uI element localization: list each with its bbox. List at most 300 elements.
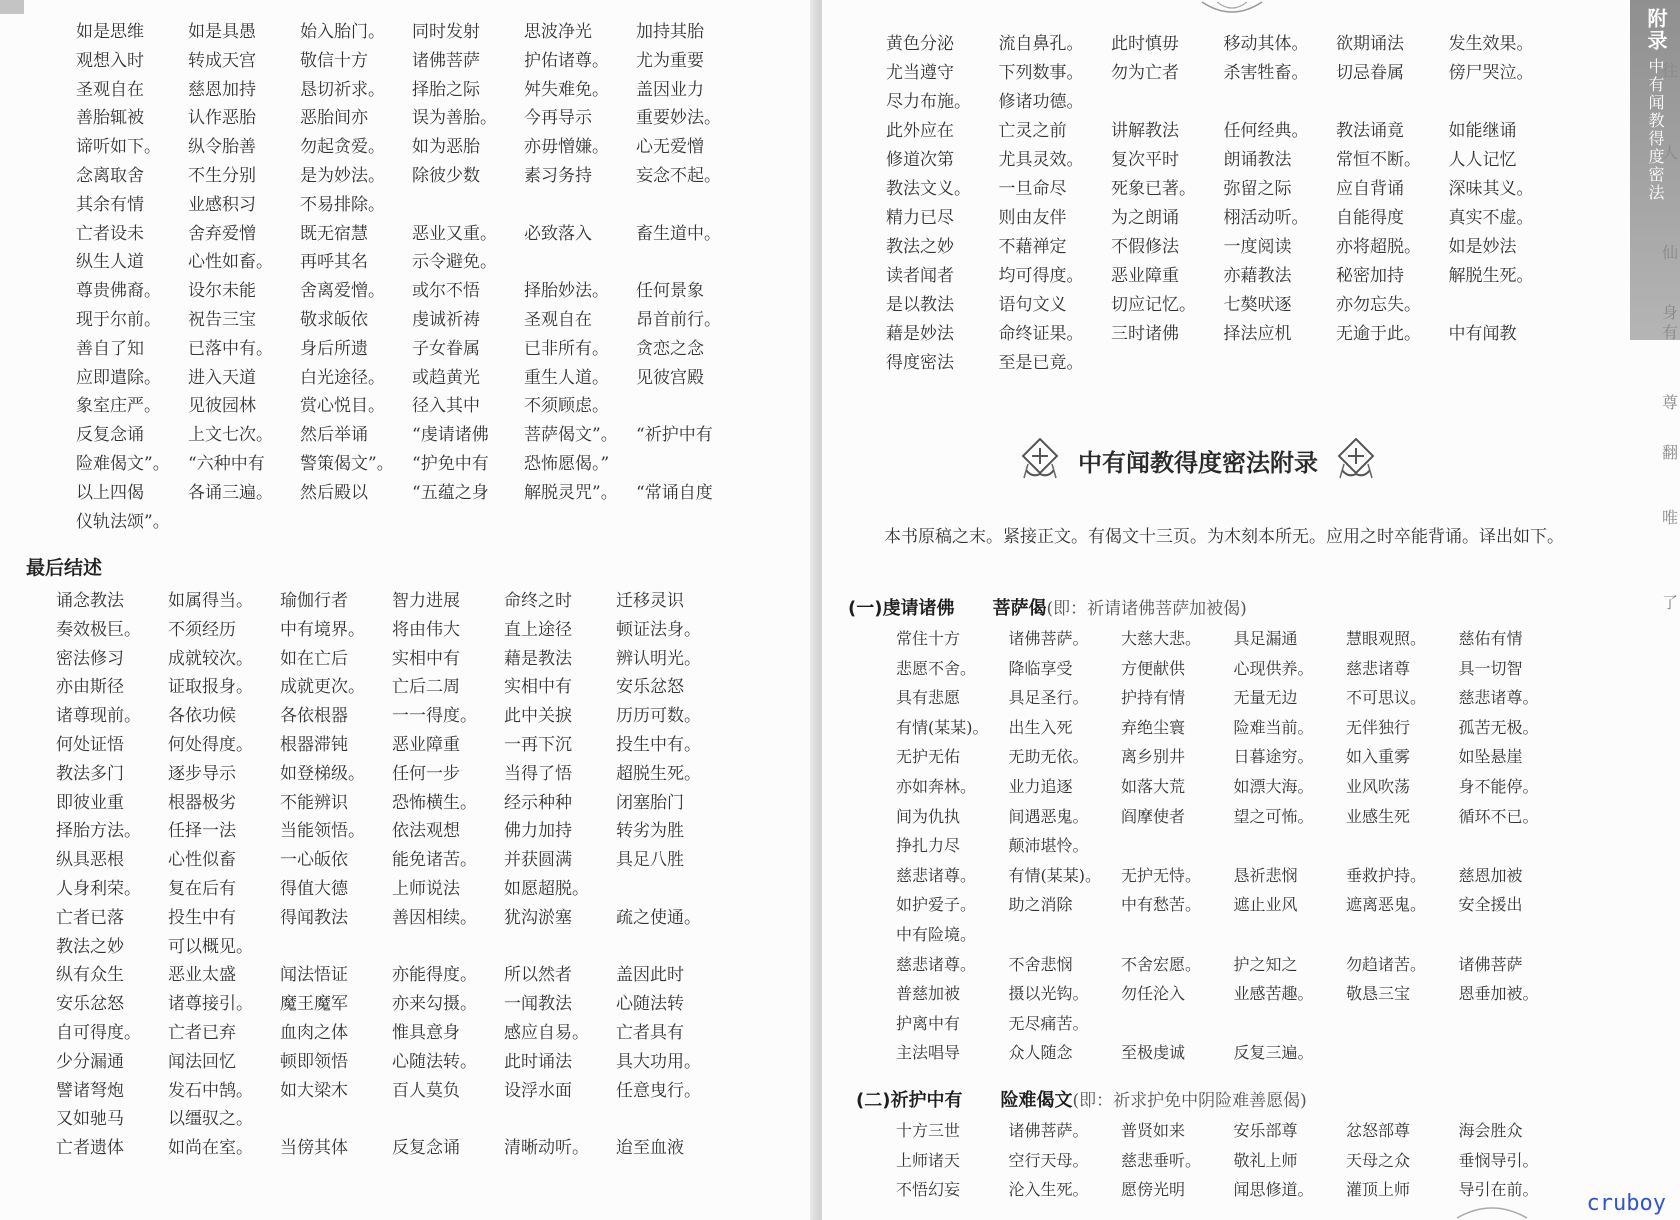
verse-phrase: 无量无边 xyxy=(1233,688,1298,708)
verse-phrase: 发生效果。 xyxy=(1448,34,1534,54)
verse-phrase: 诸佛菩萨 xyxy=(412,50,480,71)
verse-phrase: 无护无佑 xyxy=(896,747,961,767)
verse-phrase: 今再导示 xyxy=(524,108,592,129)
verse-phrase: 又如驰马 xyxy=(56,1109,124,1130)
verse-phrase: 子女眷属 xyxy=(412,338,480,359)
left-page xyxy=(0,0,818,1220)
verse-phrase: 安乐忿怒 xyxy=(56,994,124,1015)
verse-phrase: 当得了悟 xyxy=(504,763,572,784)
verse-phrase: 恶胎间亦 xyxy=(300,108,368,129)
verse-phrase: 敬求皈依 xyxy=(300,309,368,330)
verse-phrase: 勿起贪爱。 xyxy=(300,137,385,158)
edge-bleed-char: 尊 xyxy=(1662,393,1679,412)
verse-phrase: 语句文义 xyxy=(998,295,1067,315)
verse-phrase: 移动其体。 xyxy=(1223,34,1309,54)
prayer-line xyxy=(896,950,1571,980)
verse-line xyxy=(76,191,748,220)
verse-phrase: 无尽痛苦。 xyxy=(1008,1013,1089,1033)
verse-phrase: 挣扎力尽 xyxy=(896,836,961,856)
verse-phrase: 根器极劣 xyxy=(168,792,236,813)
verse-phrase: 教法之妙 xyxy=(56,936,124,957)
verse-phrase: 垂悯导引。 xyxy=(1458,1150,1539,1170)
verse-phrase: 具一切智 xyxy=(1458,658,1523,678)
verse-phrase: 圣观自在 xyxy=(76,79,144,100)
verse-phrase: 不须经历 xyxy=(168,619,236,640)
verse-phrase: 如坠悬崖 xyxy=(1458,747,1523,767)
verse-phrase: 误为善胎。 xyxy=(412,108,497,129)
verse-phrase: 恩垂加被。 xyxy=(1458,984,1539,1004)
verse-phrase: 勿为亡者 xyxy=(1111,63,1179,83)
prayer-line xyxy=(896,742,1571,772)
verse-phrase: 任何经典。 xyxy=(1223,121,1309,141)
verse-phrase: 教法诵竟 xyxy=(1336,121,1404,141)
verse-block-prayer-1 xyxy=(896,624,1571,1068)
verse-phrase: 慧眼观照。 xyxy=(1346,629,1427,648)
verse-phrase: 尤具灵效。 xyxy=(998,150,1084,170)
verse-phrase: 教法文义。 xyxy=(886,179,971,199)
verse-phrase: 真实不虚。 xyxy=(1448,208,1534,228)
verse-phrase: 身不能停。 xyxy=(1458,776,1539,796)
verse-phrase: 上文七次。 xyxy=(188,425,273,446)
verse-phrase: 能免诸苦。 xyxy=(392,850,477,871)
verse-phrase: 恐怖横生。 xyxy=(392,792,477,813)
prayer-line xyxy=(896,654,1571,684)
verse-phrase: 恶业障重 xyxy=(1111,266,1179,286)
verse-phrase: 将由伟大 xyxy=(392,619,460,640)
prayer-line xyxy=(896,683,1571,713)
verse-block-left-top xyxy=(76,18,748,536)
prayer-line xyxy=(896,890,1571,920)
verse-phrase: 尊贵佛裔。 xyxy=(76,281,161,302)
endless-knot-icon xyxy=(1018,438,1062,482)
appendix-title xyxy=(1018,438,1378,482)
verse-phrase: 择胎妙法。 xyxy=(524,281,609,302)
verse-phrase: 昂首前行。 xyxy=(636,309,721,330)
edge-bleed-char: 有 xyxy=(1662,323,1679,342)
verse-phrase: 然后举诵 xyxy=(300,425,368,446)
verse-phrase: 然后殿以 xyxy=(300,482,368,503)
verse-phrase: 望之可怖。 xyxy=(1233,806,1314,826)
verse-phrase: 任何一步 xyxy=(392,763,460,784)
verse-phrase: 直上途径 xyxy=(504,619,572,640)
verse-phrase: 黄色分泌 xyxy=(886,34,954,54)
verse-phrase: 疏之使通。 xyxy=(616,907,701,928)
verse-line xyxy=(76,450,748,479)
verse-phrase: 各诵三遍。 xyxy=(188,482,273,503)
verse-phrase: 或趋黄光 xyxy=(412,367,480,388)
verse-phrase: 赏心悦目。 xyxy=(300,396,385,417)
verse-phrase: 自可得度。 xyxy=(56,1022,141,1043)
verse-phrase: 依法观想 xyxy=(392,821,460,842)
verse-phrase: 实相中有 xyxy=(392,648,460,669)
verse-phrase: 忿怒部尊 xyxy=(1346,1121,1411,1140)
verse-phrase: 何处证悟 xyxy=(56,734,124,755)
verse-line xyxy=(886,320,1561,349)
verse-phrase: 自能得度 xyxy=(1336,208,1404,228)
verse-phrase: 傍尸哭泣。 xyxy=(1448,63,1534,83)
verse-phrase: 解脱生死。 xyxy=(1448,266,1534,286)
verse-phrase: 闻法悟证 xyxy=(280,965,348,986)
verse-phrase: 证取报身。 xyxy=(168,677,253,698)
verse-phrase: “常诵自度 xyxy=(636,482,713,503)
verse-line xyxy=(76,479,748,508)
verse-phrase: 惟具意身 xyxy=(392,1022,460,1043)
verse-phrase: 人人记忆 xyxy=(1448,150,1517,170)
subsection-heading-1 xyxy=(848,594,1247,620)
verse-phrase: 不舍悲悯 xyxy=(1008,954,1073,974)
verse-phrase: 降临享受 xyxy=(1008,658,1073,678)
subsection-number: (一) xyxy=(848,598,883,619)
verse-phrase: 亦能得度。 xyxy=(392,965,477,986)
verse-phrase: 见彼宫殿 xyxy=(636,367,704,388)
verse-phrase: 灌顶上师 xyxy=(1346,1180,1411,1200)
verse-line xyxy=(56,1105,728,1134)
verse-phrase: 杀害牲畜。 xyxy=(1223,63,1309,83)
verse-phrase: 成就更次。 xyxy=(280,677,365,698)
verse-phrase: 诵念教法 xyxy=(56,591,124,611)
verse-phrase: 此时诵法 xyxy=(504,1051,572,1072)
verse-line xyxy=(56,789,728,818)
verse-phrase: 得度密法 xyxy=(886,353,954,373)
verse-phrase: 辨认明光。 xyxy=(616,648,701,669)
verse-phrase: 遮离恶鬼。 xyxy=(1346,895,1427,915)
edge-bleed-char: 仙 xyxy=(1662,243,1679,262)
verse-phrase: 垂救护持。 xyxy=(1346,865,1427,885)
verse-phrase: 至是已竟。 xyxy=(998,353,1084,373)
prayer-line xyxy=(896,713,1571,743)
verse-phrase: 流自鼻孔。 xyxy=(998,34,1084,54)
verse-phrase: 孤苦无极。 xyxy=(1458,717,1539,737)
verse-phrase: 循环不已。 xyxy=(1458,806,1539,826)
verse-phrase: 亦毋憎嫌。 xyxy=(524,137,609,158)
verse-phrase: 历历可数。 xyxy=(616,706,701,727)
verse-phrase: 是以教法 xyxy=(886,295,954,315)
verse-phrase: 方便献供 xyxy=(1121,658,1186,678)
verse-line xyxy=(886,233,1561,262)
subsection-note: (即：祈求护免中阴险难善愿偈) xyxy=(1072,1091,1307,1111)
verse-phrase: 安全援出 xyxy=(1458,895,1523,915)
verse-line xyxy=(56,731,728,760)
verse-phrase: 见彼园林 xyxy=(188,396,256,417)
verse-phrase: 如大梁木 xyxy=(280,1080,348,1101)
verse-phrase: 教法之妙 xyxy=(886,237,954,257)
verse-phrase: 如能继诵 xyxy=(1448,121,1517,141)
verse-phrase: 妄念不起。 xyxy=(636,165,721,186)
verse-line xyxy=(886,30,1561,59)
verse-phrase: 如是妙法 xyxy=(1448,237,1517,257)
subsection-heading-2 xyxy=(856,1086,1307,1112)
verse-phrase: 慈悲诸尊。 xyxy=(1458,688,1539,708)
verse-phrase: 欲期诵法 xyxy=(1336,34,1404,54)
verse-phrase: 虔诚祈祷 xyxy=(412,309,480,330)
verse-line xyxy=(76,104,748,133)
verse-phrase: 秘密加持 xyxy=(1336,266,1404,286)
verse-phrase: 亦来勾摄。 xyxy=(392,994,477,1015)
verse-phrase: 譬诸弩炮 xyxy=(56,1080,124,1101)
verse-phrase: 出生入死 xyxy=(1008,717,1073,737)
verse-phrase: 业感苦趣。 xyxy=(1233,984,1314,1004)
appendix-side-tab xyxy=(1630,0,1680,340)
verse-phrase: 成就较次。 xyxy=(168,648,253,669)
verse-phrase: 菩萨偈文”。 xyxy=(524,425,618,446)
verse-phrase: 具足八胜 xyxy=(616,850,684,871)
verse-phrase: 如落大荒 xyxy=(1121,776,1186,796)
verse-phrase: 一心皈依 xyxy=(280,850,348,871)
verse-block-left-bottom xyxy=(56,587,728,1163)
prayer-line xyxy=(896,1116,1571,1146)
prayer-line xyxy=(896,624,1571,654)
scanner-watermark: cruboy xyxy=(1586,1191,1666,1216)
verse-phrase: 择法应机 xyxy=(1223,324,1292,344)
verse-phrase: 亡者设未 xyxy=(76,223,144,244)
verse-phrase: 如为恶胎 xyxy=(412,137,480,158)
verse-phrase: 大慈大悲。 xyxy=(1121,629,1202,648)
side-tab-subtitle: 中有闻教得度密法 xyxy=(1646,58,1665,202)
verse-phrase: 投生中有 xyxy=(168,907,236,928)
verse-line xyxy=(886,262,1561,291)
verse-phrase: 所以然者 xyxy=(504,965,572,986)
top-ornament-icon xyxy=(1182,0,1282,20)
verse-phrase: 发石中鹄。 xyxy=(168,1080,253,1101)
verse-phrase: 如属得当。 xyxy=(168,591,253,611)
verse-phrase: 勿趋诸苦。 xyxy=(1346,954,1427,974)
verse-phrase: 无逾于此。 xyxy=(1336,324,1421,344)
verse-phrase: 阎摩使者 xyxy=(1121,806,1186,826)
verse-phrase: 纵有众生 xyxy=(56,965,124,986)
verse-phrase: 藉是妙法 xyxy=(886,324,954,344)
verse-phrase: 如愿超脱。 xyxy=(504,878,589,899)
verse-phrase: 慈悲诸尊。 xyxy=(896,865,977,885)
verse-phrase: 如护爱子。 xyxy=(896,895,977,915)
verse-phrase: 弃绝尘寰 xyxy=(1121,717,1186,737)
verse-line xyxy=(886,291,1561,320)
verse-phrase: 人身利荣。 xyxy=(56,878,141,899)
verse-phrase: 清晰动听。 xyxy=(504,1138,589,1159)
verse-phrase: 如登梯级。 xyxy=(280,763,365,784)
verse-phrase: 具大功用。 xyxy=(616,1051,701,1072)
verse-phrase: 常恒不断。 xyxy=(1336,150,1421,170)
section-heading-final-summary: 最后结述 xyxy=(26,557,103,579)
verse-phrase: 死象已著。 xyxy=(1111,179,1196,199)
verse-phrase: 并获圆满 xyxy=(504,850,572,871)
verse-phrase: 普慈加被 xyxy=(896,984,961,1004)
verse-phrase: 择胎方法。 xyxy=(56,821,141,842)
verse-phrase: 实相中有 xyxy=(504,677,572,698)
verse-phrase: “护免中有 xyxy=(412,453,489,474)
verse-phrase: 栩活动听。 xyxy=(1223,208,1309,228)
verse-phrase: 心现供养。 xyxy=(1233,658,1314,678)
verse-phrase: 不藉禅定 xyxy=(998,237,1067,257)
verse-line xyxy=(76,76,748,105)
verse-phrase: 如是具愚 xyxy=(188,22,256,42)
verse-phrase: 迁移灵识 xyxy=(616,591,684,611)
verse-line xyxy=(56,702,728,731)
verse-phrase: 修诸功德。 xyxy=(998,92,1084,112)
verse-phrase: 舍弃爱憎 xyxy=(188,223,256,244)
verse-phrase: 百人莫负 xyxy=(392,1080,460,1101)
verse-phrase: 有情(某某)。 xyxy=(896,717,989,737)
verse-phrase: 尤为重要 xyxy=(636,50,704,71)
verse-phrase: 魔王魔军 xyxy=(280,994,348,1015)
verse-phrase: 既无宿慧 xyxy=(300,223,368,244)
verse-phrase: 重生人道。 xyxy=(524,367,609,388)
verse-phrase: 加持其胎 xyxy=(636,22,704,42)
subsection-number: (二) xyxy=(856,1090,891,1111)
verse-line xyxy=(76,364,748,393)
verse-phrase: 恶业障重 xyxy=(392,734,460,755)
verse-phrase: 如是思维 xyxy=(76,22,144,42)
verse-phrase: 则由友伴 xyxy=(998,208,1067,228)
verse-phrase: 如尚在室。 xyxy=(168,1138,253,1159)
edge-bleed-char: 人 xyxy=(1662,143,1679,162)
verse-phrase: 已落中有。 xyxy=(188,338,273,359)
verse-phrase: 具足漏通 xyxy=(1233,629,1298,648)
appendix-title-text: 中有闻教得度密法附录 xyxy=(1078,448,1318,477)
verse-phrase: 祝告三宝 xyxy=(188,309,256,330)
verse-phrase: 反复念诵 xyxy=(392,1138,460,1159)
verse-phrase: 迨至血液 xyxy=(616,1138,684,1159)
verse-phrase: 贪恋之念 xyxy=(636,338,704,359)
verse-phrase: 慈悲垂听。 xyxy=(1121,1150,1202,1170)
verse-phrase: 现于尔前。 xyxy=(76,309,161,330)
verse-phrase: 转劣为胜 xyxy=(616,821,684,842)
verse-phrase: 安乐部尊 xyxy=(1233,1121,1298,1140)
verse-phrase: 一旦命尽 xyxy=(998,179,1067,199)
verse-phrase: 日暮途穷。 xyxy=(1233,747,1314,767)
verse-phrase: 诸尊接引。 xyxy=(168,994,253,1015)
verse-phrase: 勿任沦入 xyxy=(1121,984,1186,1004)
verse-phrase: 至极虔诚 xyxy=(1121,1043,1186,1063)
verse-phrase: 一再下沉 xyxy=(504,734,572,755)
verse-phrase: 投生中有。 xyxy=(616,734,701,755)
verse-phrase: 各依功候 xyxy=(168,706,236,727)
verse-phrase: 愿傍光明 xyxy=(1121,1180,1186,1200)
verse-phrase: 护佑诸尊。 xyxy=(524,50,609,71)
verse-phrase: 设尔未能 xyxy=(188,281,256,302)
verse-phrase: 亡灵之前 xyxy=(998,121,1067,141)
verse-phrase: 敬信十方 xyxy=(300,50,368,71)
verse-phrase: 逐步导示 xyxy=(168,763,236,784)
verse-phrase: 可以概见。 xyxy=(168,936,253,957)
verse-phrase: 间遇恶鬼。 xyxy=(1008,806,1089,826)
verse-phrase: 普贤如来 xyxy=(1121,1121,1186,1140)
verse-phrase: 上师说法 xyxy=(392,878,460,899)
verse-phrase: 闭塞胎门 xyxy=(616,792,684,813)
verse-phrase: 纵生人道 xyxy=(76,252,144,273)
verse-phrase: 恶业又重。 xyxy=(412,223,497,244)
verse-phrase: 亦如奔林。 xyxy=(896,776,977,796)
verse-phrase: 心随法转。 xyxy=(392,1051,477,1072)
verse-phrase: 颠沛堪怜。 xyxy=(1008,836,1089,856)
verse-line xyxy=(56,1019,728,1048)
verse-phrase: 当傍其体 xyxy=(280,1138,348,1159)
verse-phrase: 无护无恃。 xyxy=(1121,865,1202,885)
verse-phrase: “六种中有 xyxy=(188,453,265,474)
verse-phrase: 下列数事。 xyxy=(998,63,1084,83)
verse-phrase: 应自背诵 xyxy=(1336,179,1404,199)
verse-phrase: 血肉之体 xyxy=(280,1022,348,1043)
verse-phrase: 进入天道 xyxy=(188,367,256,388)
verse-phrase: 是为妙法。 xyxy=(300,165,385,186)
verse-phrase: 已非所有。 xyxy=(524,338,609,359)
verse-line xyxy=(56,587,728,616)
verse-line xyxy=(76,47,748,76)
verse-phrase: 佛力加持 xyxy=(504,821,572,842)
verse-phrase: 犹沟淤塞 xyxy=(504,907,572,928)
verse-phrase: 无助无依。 xyxy=(1008,747,1089,767)
verse-phrase: 修道次第 xyxy=(886,150,954,170)
verse-phrase: 沦入生死。 xyxy=(1008,1180,1089,1200)
verse-phrase: 以缰驭之。 xyxy=(168,1109,253,1130)
verse-phrase: 即彼业重 xyxy=(56,792,124,813)
verse-phrase: 护之知之 xyxy=(1233,954,1298,974)
verse-line xyxy=(76,277,748,306)
prayer-line xyxy=(896,861,1571,891)
verse-phrase: 安乐忿怒 xyxy=(616,677,684,698)
verse-phrase: 各依根器 xyxy=(280,706,348,727)
verse-phrase: 当能领悟。 xyxy=(280,821,365,842)
verse-line xyxy=(886,349,1561,378)
verse-line xyxy=(56,904,728,933)
verse-phrase: 密法修习 xyxy=(56,648,124,669)
prayer-line xyxy=(896,1009,1571,1039)
verse-phrase: 遮止业风 xyxy=(1233,895,1298,915)
verse-phrase: 善自了知 xyxy=(76,338,144,359)
verse-line xyxy=(56,961,728,990)
prayer-line xyxy=(896,831,1571,861)
edge-bleed-char: 了 xyxy=(1662,593,1679,612)
verse-line xyxy=(56,1134,728,1163)
verse-phrase: 始入胎门。 xyxy=(300,22,385,42)
endless-knot-icon xyxy=(1334,438,1378,482)
verse-line xyxy=(76,248,748,277)
verse-line xyxy=(56,673,728,702)
prayer-line xyxy=(896,979,1571,1009)
verse-phrase: 以上四偈 xyxy=(76,482,144,503)
verse-phrase: 白光途径。 xyxy=(300,367,385,388)
verse-phrase: 敬礼上师 xyxy=(1233,1150,1298,1170)
verse-phrase: 亦将超脱。 xyxy=(1336,237,1421,257)
verse-phrase: 再呼其名 xyxy=(300,252,368,273)
verse-line xyxy=(56,645,728,674)
verse-phrase: 命终证果。 xyxy=(998,324,1084,344)
verse-phrase: 七獒吠逐 xyxy=(1223,295,1292,315)
prayer-line xyxy=(896,772,1571,802)
verse-line xyxy=(76,421,748,450)
verse-line xyxy=(76,392,748,421)
verse-phrase: 径入其中 xyxy=(412,396,480,417)
verse-phrase: 善因相续。 xyxy=(392,907,477,928)
verse-phrase: 导引在前。 xyxy=(1458,1180,1539,1200)
verse-line xyxy=(56,1048,728,1077)
verse-line xyxy=(76,220,748,249)
verse-phrase: 心无爱憎 xyxy=(636,137,704,158)
verse-phrase: 如入重雾 xyxy=(1346,747,1411,767)
verse-phrase: 亡者具有 xyxy=(616,1022,684,1043)
verse-phrase: 心随法转 xyxy=(616,994,684,1015)
subsection-name-b: 险难偈文 xyxy=(1000,1090,1073,1111)
verse-phrase: 空行天母。 xyxy=(1008,1150,1089,1170)
verse-phrase: 亦由斯径 xyxy=(56,677,124,698)
prayer-line xyxy=(896,1038,1571,1068)
verse-phrase: 心性如畜。 xyxy=(188,252,273,273)
scan-corner-mark xyxy=(0,0,24,14)
edge-bleed-char: 往 xyxy=(1662,61,1679,80)
verse-phrase: 业力追逐 xyxy=(1008,776,1073,796)
verse-phrase: 十方三世 xyxy=(896,1121,961,1140)
appendix-intro-paragraph: 本书原稿之末。紧接正文。有偈文十三页。为木刻本所无。应用之时卒能背诵。译出如下。 xyxy=(884,527,1564,547)
verse-line xyxy=(76,306,748,335)
